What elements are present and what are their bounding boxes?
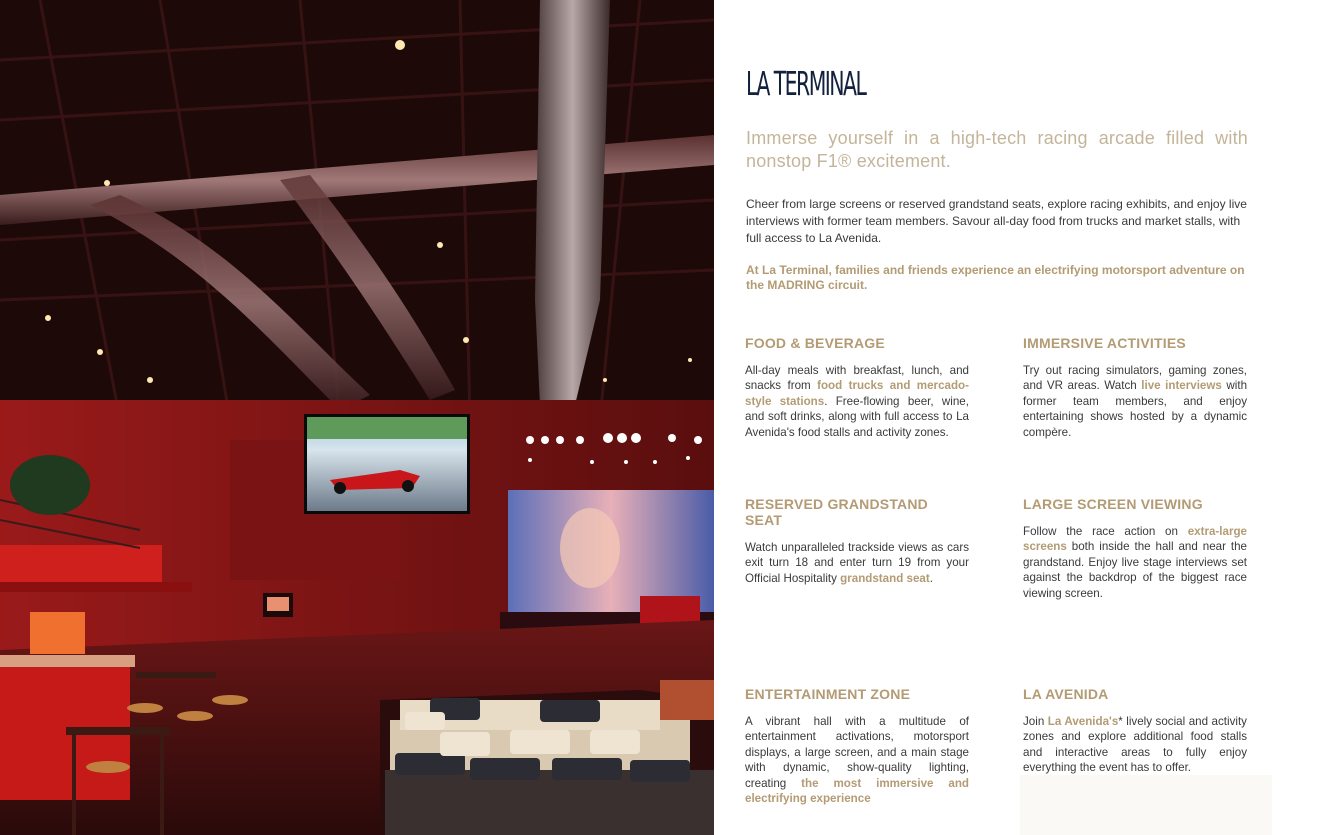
page-title: LA TERMINAL xyxy=(746,64,866,103)
section-body: Follow the race action on extra-large screens both inside the hall and near the grandstand. Enjoy live stage interviews set against the backdrop of the biggest race viewing screen. xyxy=(1023,525,1247,600)
section-heading: ENTERTAINMENT ZONE xyxy=(745,686,911,702)
lead-paragraph: Immerse yourself in a high-tech racing arcade filled with nonstop F1® excitement. xyxy=(746,128,1248,171)
section-body: Watch unparalleled trackside views as cars exit turn 18 and enter turn 19 from your Official Hospitality grandstand seat. xyxy=(745,541,969,585)
section-body: All-day meals with breakfast, lunch, and snacks from food trucks and mercado-style stations. Free-flowing beer, wine, and soft drinks, along with full access to La Avenida's food stalls and activity zones. xyxy=(745,364,969,439)
footer-panel xyxy=(1020,775,1272,835)
section-food-beverage xyxy=(745,335,969,440)
section-heading: IMMERSIVE ACTIVITIES xyxy=(1023,335,1186,351)
section-heading: LA AVENIDA xyxy=(1023,686,1109,702)
section-heading: RESERVED GRANDSTAND SEAT xyxy=(745,496,928,528)
highlight-paragraph: At La Terminal, families and friends experience an electrifying motorsport adventure on the MADRING circuit. xyxy=(746,263,1245,292)
section-heading: FOOD & BEVERAGE xyxy=(745,335,885,351)
race-screen xyxy=(304,414,470,514)
lounge-seating xyxy=(380,680,714,835)
section-la-avenida xyxy=(1023,686,1247,776)
section-heading: LARGE SCREEN VIEWING xyxy=(1023,496,1203,512)
section-entertainment-zone xyxy=(745,686,969,806)
section-body: Join La Avenida's* lively social and activity zones and explore additional food stalls and interactive areas to fully enjoy everything the event has to offer. xyxy=(1023,715,1247,775)
section-body: Try out racing simulators, gaming zones, and VR areas. Watch live interviews with former team members, and enjoy entertaining shows hosted by a dynamic compère. xyxy=(1023,364,1248,439)
stage-backdrop xyxy=(500,490,714,630)
intro-paragraph: Cheer from large screens or reserved grandstand seats, explore racing exhibits, and enjoy live interviews with former team members. Savour all-day food from trucks and market stalls, with full access to La Avenida. xyxy=(746,197,1247,245)
section-body: A vibrant hall with a multitude of entertainment activations, motorsport displays, a large screen, and a main stage with dynamic, show-quality lighting, creating the most immersive and electrifying experience xyxy=(745,715,969,806)
content-panel xyxy=(714,0,1339,835)
section-reserved-grandstand xyxy=(745,496,969,586)
section-immersive-activities xyxy=(1023,335,1247,440)
section-large-screen xyxy=(1023,496,1247,601)
